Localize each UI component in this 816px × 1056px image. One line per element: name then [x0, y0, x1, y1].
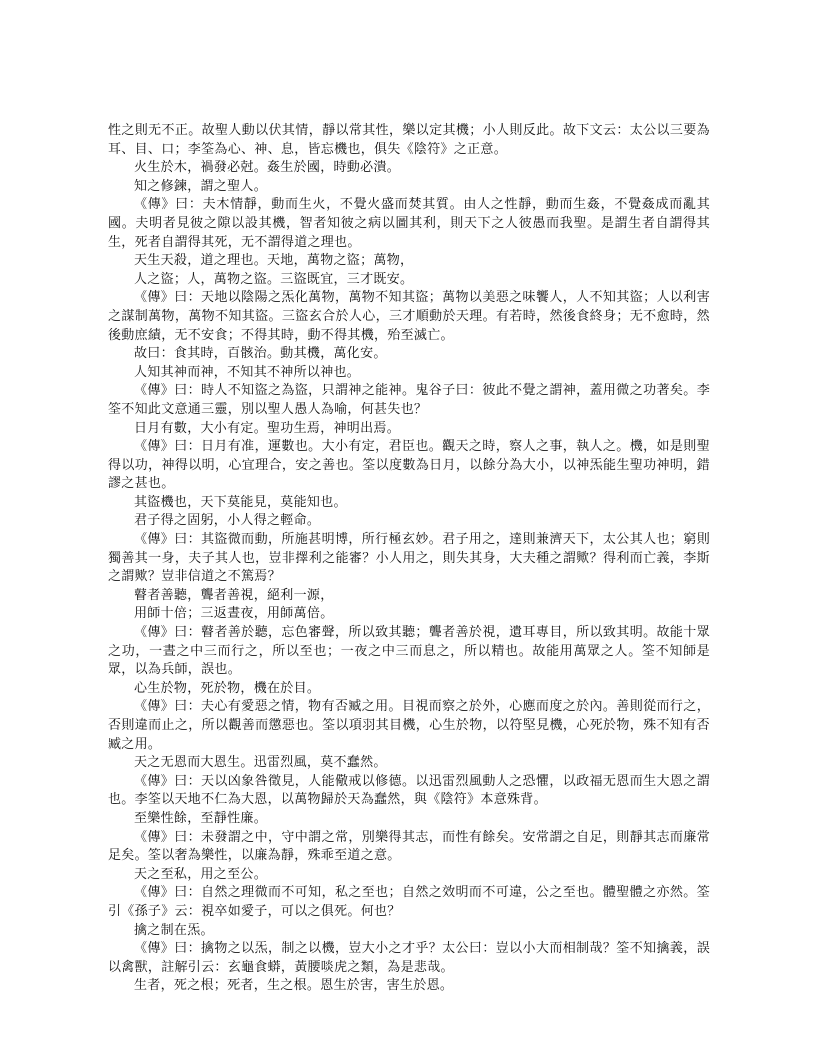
- commentary-paragraph: 《傳》曰：夫木情靜，動而生火，不覺火盛而焚其質。由人之性靜，動而生姦，不覺姦成而亂其國。夫明者見彼之隙以設其機，智者知彼之病以圖其利，則天下之人彼愚而我聖。是謂生者自謂得其生，死者自謂得其死，无不謂得道之理也。: [108, 197, 710, 250]
- scripture-line: 天之至私，用之至公。: [134, 866, 268, 882]
- scripture-line: 火生於木，禍發必尅。姦生於國，時動必潰。: [134, 160, 401, 176]
- commentary-paragraph: 《傳》曰：瞽者善於聽，忘色審聲，所以致其聽；聾者善於視，遺耳專目，所以致其明。故能十眾之功，一晝之中三而行之，所以至也；一夜之中三而息之，所以精也。故能用萬眾之人。筌不知師是眾，以為兵師，誤也。: [108, 625, 710, 678]
- commentary-paragraph: 《傳》曰：天以凶象咎徵見，人能儆戒以修德。以迅雷烈風動人之恐懼，以政福无恩而生大恩之謂也。李筌以天地不仁為大恩，以萬物歸於天為蠢然，與《陰符》本意殊背。: [108, 773, 710, 808]
- commentary-paragraph: 《傳》曰：夫心有愛惡之情，物有否臧之用。目視而察之於外，心應而度之於內。善則從而行之，否則違而止之，所以觀善而懲惡也。筌以項羽其目機，心生於物，以符堅見機，心死於物，殊不知有否臧之用。: [108, 699, 710, 752]
- text-paragraph: 性之則无不正。故聖人動以伏其情，靜以常其性，樂以定其機；小人則反此。故下文云：太公以三要為耳、目、口；李筌為心、神、息，皆忘機也，俱失《陰符》之正意。: [108, 123, 710, 157]
- scripture-line: 用師十倍；三返晝夜，用師萬倍。: [134, 606, 334, 622]
- scripture-line: 天之无恩而大恩生。迅雷烈風，莫不蠢然。: [134, 755, 387, 771]
- scripture-line: 其盜機也，天下莫能見，莫能知也。: [134, 494, 347, 510]
- commentary-paragraph: 《傳》曰：未發謂之中，守中謂之常，別樂得其志，而性有餘矣。安常謂之自足，則靜其志而廉常足矣。筌以奢為樂性，以廉為靜，殊乖至道之意。: [108, 829, 710, 864]
- commentary-paragraph: 《傳》曰：日月有准，運數也。大小有定，君臣也。觀天之時，察人之事，執人之。機，如是則聖得以功，神得以明，心宜理合，安之善也。筌以度數為日月，以餘分為大小，以神炁能生聖功神明，錯謬之甚也。: [108, 439, 710, 492]
- scripture-line: 天生天殺，道之理也。天地，萬物之盜；萬物，: [134, 253, 414, 269]
- scripture-line: 瞽者善聽，聾者善視，絕利一源，: [134, 587, 334, 603]
- scripture-line: 人之盜；人，萬物之盜。三盜既宜，三才既安。: [134, 271, 414, 287]
- scripture-line: 故曰：食其時，百骸治。動其機，萬化安。: [134, 346, 387, 362]
- commentary-paragraph: 《傳》曰：其盜微而動，所施甚明博，所行極玄妙。君子用之，達則兼濟天下，太公其人也；窮則獨善其一身，夫子其人也，豈非擇利之能審？小人用之，則失其身，大夫種之謂歟？得利而亡義，李斯之謂歟？豈非信道之不篤焉？: [108, 532, 710, 585]
- scripture-line: 人知其神而神，不知其不神所以神也。: [134, 364, 361, 380]
- scripture-line: 擒之制在炁。: [134, 922, 214, 938]
- scripture-line: 生者，死之根；死者，生之根。恩生於害，害生於恩。: [134, 978, 454, 994]
- scripture-line: 君子得之固躬，小人得之輕命。: [134, 513, 321, 529]
- commentary-paragraph: 《傳》曰：時人不知盜之為盜，只謂神之能神。鬼谷子曰：彼此不覺之謂神，蓋用微之功著矣。李筌不知此文意通三靈，別以聖人愚人為喻，何甚失也？: [108, 383, 710, 417]
- scripture-line: 日月有數，大小有定。聖功生焉，神明出焉。: [134, 420, 401, 436]
- scripture-line: 心生於物，死於物，機在於目。: [134, 680, 321, 696]
- document-page: [108, 122, 710, 996]
- scripture-line: 知之修鍊，謂之聖人。: [134, 178, 268, 194]
- commentary-paragraph: 《傳》曰：天地以陰陽之炁化萬物，萬物不知其盜；萬物以美惡之味饗人，人不知其盜；人以利害之謀制萬物，萬物不知其盜。三盜玄合於人心，三才順動於天理。有若時，然後食終身；无不愈時，然後動庶績，无不安食；不得其時，動不得其機，殆至滅亡。: [108, 290, 710, 343]
- commentary-paragraph: 《傳》曰：擒物之以炁，制之以機，豈大小之才乎？太公曰：豈以小大而相制哉？筌不知擒義，誤以禽獸，註解引云：玄龜食蟒，黃腰啖虎之類，為是悲哉。: [108, 941, 710, 975]
- commentary-paragraph: 《傳》曰：自然之理微而不可知，私之至也；自然之效明而不可違，公之至也。體聖體之亦然。筌引《孫子》云：視卒如愛子，可以之俱死。何也？: [108, 885, 710, 919]
- scripture-line: 至樂性餘，至靜性廉。: [134, 810, 268, 826]
